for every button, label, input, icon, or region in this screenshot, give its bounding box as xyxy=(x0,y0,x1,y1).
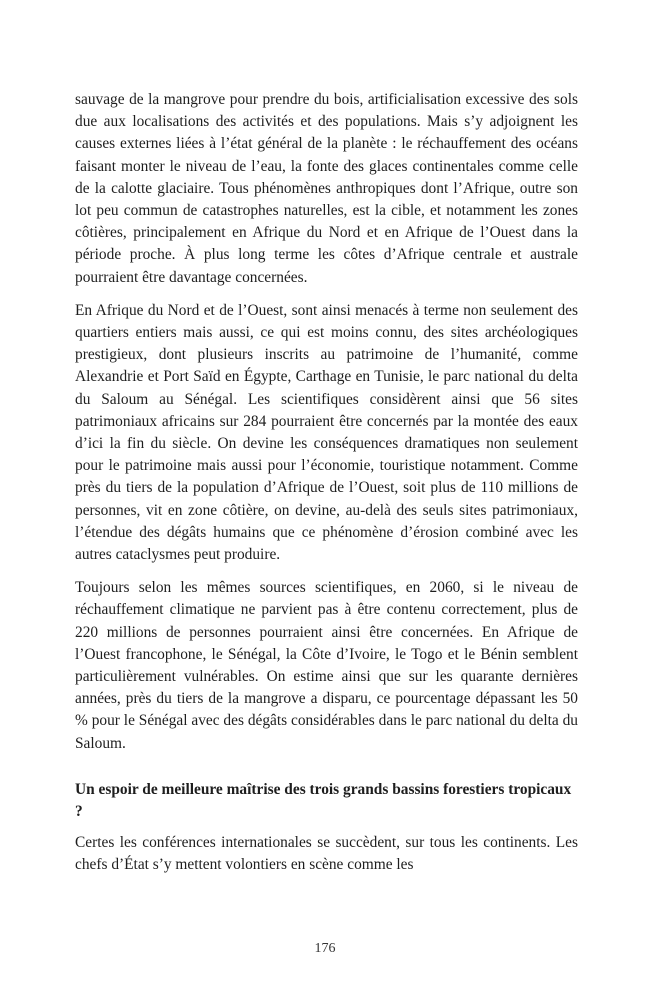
page-number: 176 xyxy=(314,941,336,956)
paragraph-heritage-sites: En Afrique du Nord et de l’Ouest, sont ainsi menacés à terme non seulement des quartiers entiers mais aussi, ce qui est moins connu, des sites archéologiques prestigieux, dont plusieurs inscrits au patrimoine de l’humanité, comme Alexandrie et Port Saïd en Égypte, Carthage en Tunisie, le parc national du delta du Saloum au Sénégal. Les scientifiques considèrent ainsi que 56 sites patrimoniaux africains sur 284 pourraient être concernés par la montée des eaux d’ici la fin du siècle. On devine les conséquences dramatiques non seulement pour le patrimoine mais aussi pour l’économie, touristique notamment. Comme près du tiers de la population d’Afrique de l’Ouest, soit plus de 110 millions de personnes, vit en zone côtière, on devine, au-delà des seuls sites patrimoniaux, l’étendue des dégâts humains que ce phénomène d’érosion combiné avec les autres cataclysmes peut produire. xyxy=(75,301,578,564)
paragraph-population-projection: Toujours selon les mêmes sources scientifiques, en 2060, si le niveau de réchauffement climatique ne parvient pas à être contenu correctement, plus de 220 millions de personnes pourraient ainsi être concernées. En Afrique de l’Ouest francophone, le Sénégal, la Côte d’Ivoire, le Togo et le Bénin semblent particulièrement vulnérables. On estime ainsi que sur les quarante dernières années, près du tiers de la mangrove a disparu, ce pourcentage dépassant les 50 % pour le Sénégal avec des dégâts considérables dans le parc national du delta du Saloum. xyxy=(75,579,578,752)
paragraph-mangrove-causes: sauvage de la mangrove pour prendre du bois, artificialisation excessive des sols due aux localisations des activités et des populations. Mais s’y adjoignent les causes externes liées à l’état général de la planète : le réchauffement des océans faisant monter le niveau de l’eau, la fonte des glaces continentales comme celle de la calotte glaciaire. Tous phénomènes anthropiques dont l’Afrique, outre son lot peu commun de catastrophes naturelles, est la cible, et notamment les zones côtières, principalement en Afrique du Nord et en Afrique de l’Ouest dans la période proche. À plus long terme les côtes d’Afrique centrale et australe pourraient être davantage concernées. xyxy=(75,91,578,286)
section-heading: Un espoir de meilleure maîtrise des trois grands bassins forestiers tropicaux ? xyxy=(75,780,572,820)
paragraph-conferences: Certes les conférences internationales se succèdent, sur tous les continents. Les chefs d’État s’y mettent volontiers en scène comme les xyxy=(75,833,578,874)
book-page-body xyxy=(75,89,578,887)
